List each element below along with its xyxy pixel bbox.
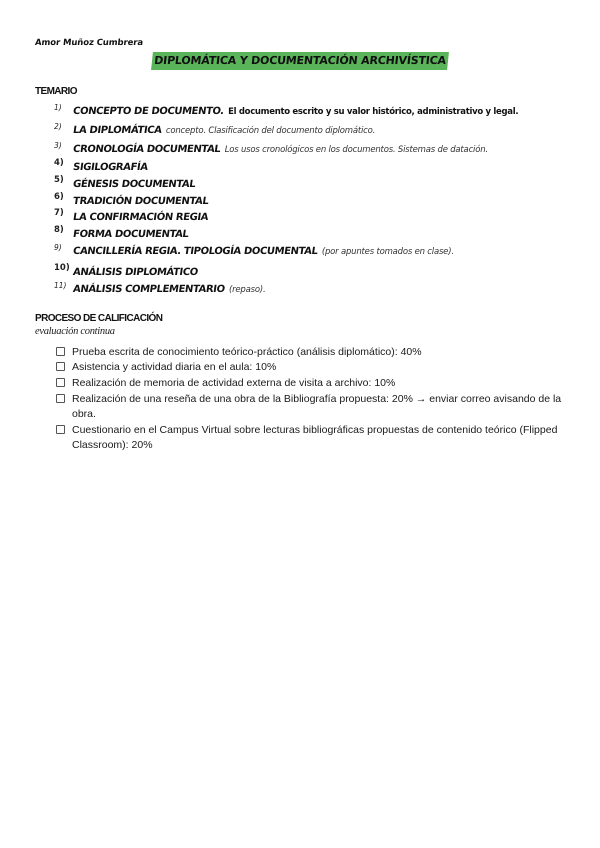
topic-number: 5) [54,175,64,185]
topic-number: 7) [54,208,64,218]
topic-name: CANCILLERÍA REGIA. TIPOLOGÍA DOCUMENTAL [72,246,319,257]
document-title: DIPLOMÁTICA Y DOCUMENTACIÓN ARCHIVÍSTICA [151,52,449,70]
topic-name: ANÁLISIS COMPLEMENTARIO [72,284,226,295]
topic-name: GÉNESIS DOCUMENTAL [72,179,196,190]
topic-number: 4) [54,158,64,168]
topic-number: 6) [54,192,64,202]
evaluation-subtitle: evaluación continua [35,326,115,337]
topic-number: 2) [54,122,62,131]
topic-name: CRONOLOGÍA DOCUMENTAL [72,144,222,155]
topic-description: (por apuntes tomados en clase). [321,247,454,257]
criterion-checkbox[interactable] [56,347,65,356]
topic-name: LA DIPLOMÁTICA [72,125,163,136]
topic-name: SIGILOGRAFÍA [72,162,149,173]
criterion-text: Cuestionario en el Campus Virtual sobre lecturas bibliográficas propuestas de contenido teórico (Flipped Classroom): 20% [72,424,558,451]
topic-number: 8) [54,225,64,235]
topic-name: ANÁLISIS DIPLOMÁTICO [72,267,199,278]
topic-description: concepto. Clasificación del documento diplomático. [165,126,376,136]
topic-number: 3) [54,141,62,150]
calificacion-heading: PROCESO DE CALIFICACIÓN [35,313,163,324]
topic-name: TRADICIÓN DOCUMENTAL [72,196,210,207]
temario-heading: TEMARIO [35,86,77,97]
criterion-text: Realización de una reseña de una obra de la Bibliografía propuesta: 20% → enviar correo avisando de la obra. [72,393,562,420]
criterion-text: Realización de memoria de actividad externa de visita a archivo: 10% [72,377,396,389]
topic-description: (repaso). [228,285,266,295]
criterion-text: Prueba escrita de conocimiento teórico-práctico (análisis diplomático): 40% [72,346,422,358]
topic-number: 1) [54,103,62,112]
topic-number: 11) [54,281,67,290]
topic-name: LA CONFIRMACIÓN REGIA [72,212,209,223]
topic-number: 9) [54,243,62,252]
topic-name: FORMA DOCUMENTAL [72,229,190,240]
topic-number: 10) [54,263,70,273]
criterion-checkbox[interactable] [56,394,65,403]
criterion-checkbox[interactable] [56,362,65,371]
criterion-text: Asistencia y actividad diaria en el aula: 10% [72,361,277,373]
topic-name: CONCEPTO DE DOCUMENTO. [72,106,225,117]
topic-description: Los usos cronológicos en los documentos. Sistemas de datación. [224,145,488,155]
criterion-checkbox[interactable] [56,378,65,387]
topic-description: El documento escrito y su valor histórico, administrativo y legal. [228,107,519,117]
criterion-checkbox[interactable] [56,425,65,434]
author-name: Amor Muñoz Cumbrera [34,38,144,48]
